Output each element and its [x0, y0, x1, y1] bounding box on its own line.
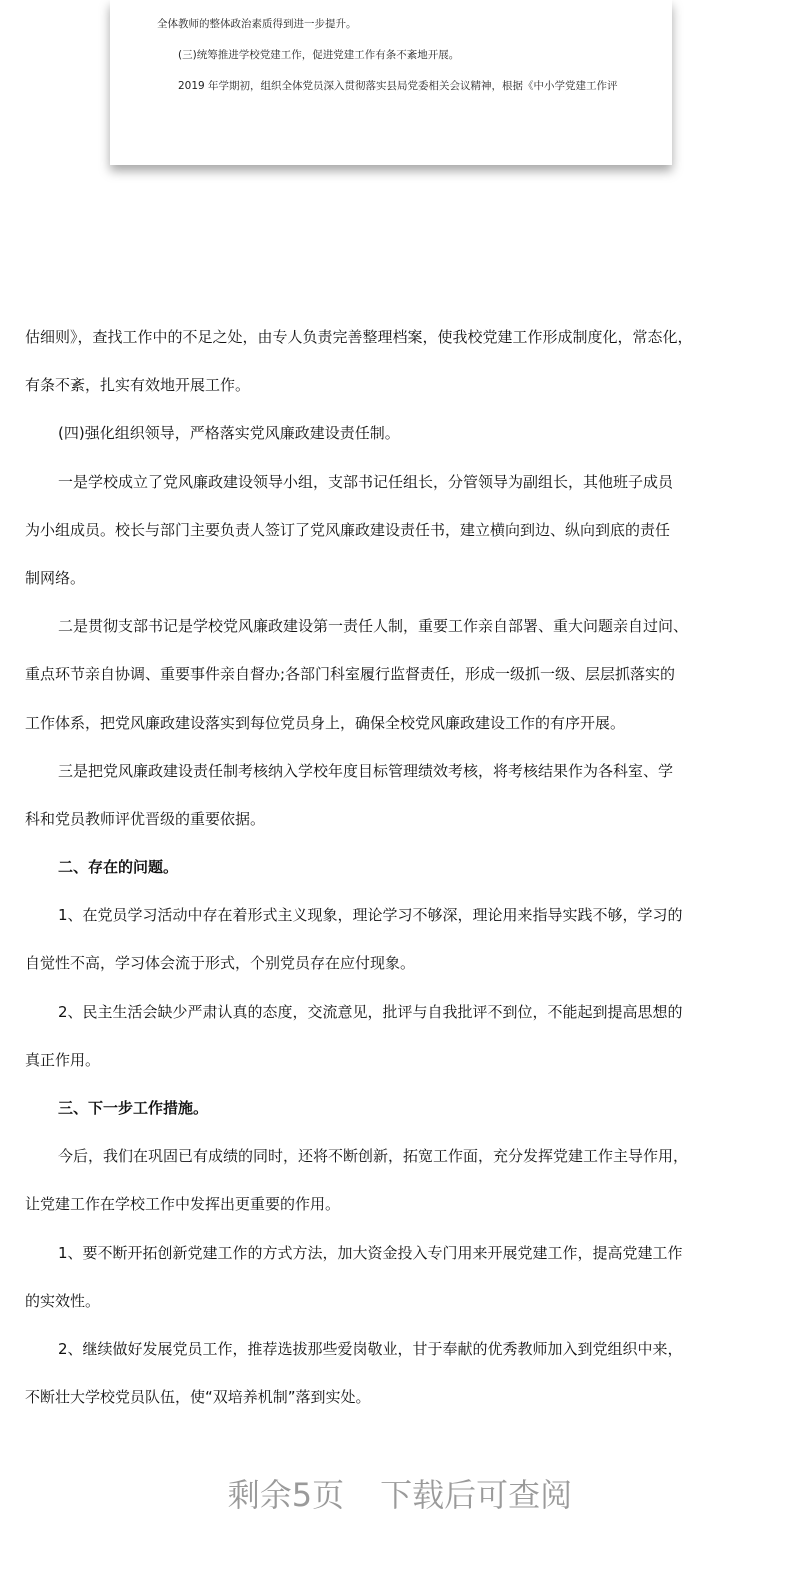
text-line: 重点环节亲自协调、重要事件亲自督办;各部门科室履行监督责任，形成一级抓一级、层层抓落实的 — [25, 665, 676, 684]
text-line: 科和党员教师评优晋级的重要依据。 — [25, 809, 266, 828]
text-line: 工作体系，把党风廉政建设落实到每位党员身上，确保全校党风廉政建设工作的有序开展。 — [25, 713, 626, 732]
text-line: 有条不紊，扎实有效地开展工作。 — [25, 376, 251, 395]
read-more-banner[interactable] — [0, 1470, 800, 1516]
remaining-pages-text: 剩余5页 — [227, 1476, 345, 1514]
text-line: 让党建工作在学校工作中发挥出更重要的作用。 — [25, 1195, 341, 1214]
text-line: 2、民主生活会缺少严肃认真的态度，交流意见，批评与自我批评不到位，不能起到提高思想的 — [58, 1002, 683, 1021]
text-line: 三是把党风廉政建设责任制考核纳入学校年度目标管理绩效考核，将考核结果作为各科室、学 — [58, 761, 674, 780]
text-line: 今后，我们在巩固已有成绩的同时，还将不断创新，拓宽工作面，充分发挥党建工作主导作用， — [58, 1147, 689, 1166]
page-preview-card — [110, 0, 672, 165]
text-line: 1、在党员学习活动中存在着形式主义现象，理论学习不够深，理论用来指导实践不够，学习的 — [58, 906, 683, 925]
text-line: 真正作用。 — [25, 1050, 101, 1069]
text-line: 1、要不断开拓创新党建工作的方式方法，加大资金投入专门用来开展党建工作，提高党建工作 — [58, 1243, 683, 1262]
preview-line: 全体教师的整体政治素质得到进一步提升。 — [157, 18, 357, 30]
text-line: 估细则》，查找工作中的不足之处，由专人负责完善整理档案，使我校党建工作形成制度化，常态化， — [25, 328, 693, 346]
text-line: 制网络。 — [25, 568, 86, 587]
text-line: 一是学校成立了党风廉政建设领导小组，支部书记任组长，分管领导为副组长，其他班子成员 — [58, 472, 674, 491]
text-line: 的实效性。 — [25, 1291, 101, 1310]
section-heading: 三、下一步工作措施。 — [58, 1099, 209, 1117]
text-line: 2、继续做好发展党员工作，推荐选拔那些爱岗敬业，甘于奉献的优秀教师加入到党组织中来， — [58, 1339, 683, 1358]
text-line: 二是贯彻支部书记是学校党风廉政建设第一责任人制，重要工作亲自部署、重大问题亲自过问、 — [58, 617, 689, 636]
text-line: (四)强化组织领导，严格落实党风廉政建设责任制。 — [58, 424, 400, 443]
text-line: 为小组成员。校长与部门主要负责人签订了党风廉政建设责任书，建立横向到边、纵向到底的责任 — [25, 520, 671, 539]
preview-line: 2019 年学期初，组织全体党员深入贯彻落实县局党委相关会议精神，根据《中小学党建工作评 — [178, 80, 618, 92]
text-line: 自觉性不高，学习体会流于形式，个别党员存在应付现象。 — [25, 954, 416, 973]
section-heading: 二、存在的问题。 — [58, 858, 179, 877]
document-body — [25, 322, 785, 1430]
text-line: 不断壮大学校党员队伍，使“双培养机制”落到实处。 — [25, 1388, 371, 1407]
download-to-read-text: 下载后可查阅 — [380, 1476, 573, 1514]
preview-line: (三)统筹推进学校党建工作，促进党建工作有条不紊地开展。 — [178, 49, 460, 61]
